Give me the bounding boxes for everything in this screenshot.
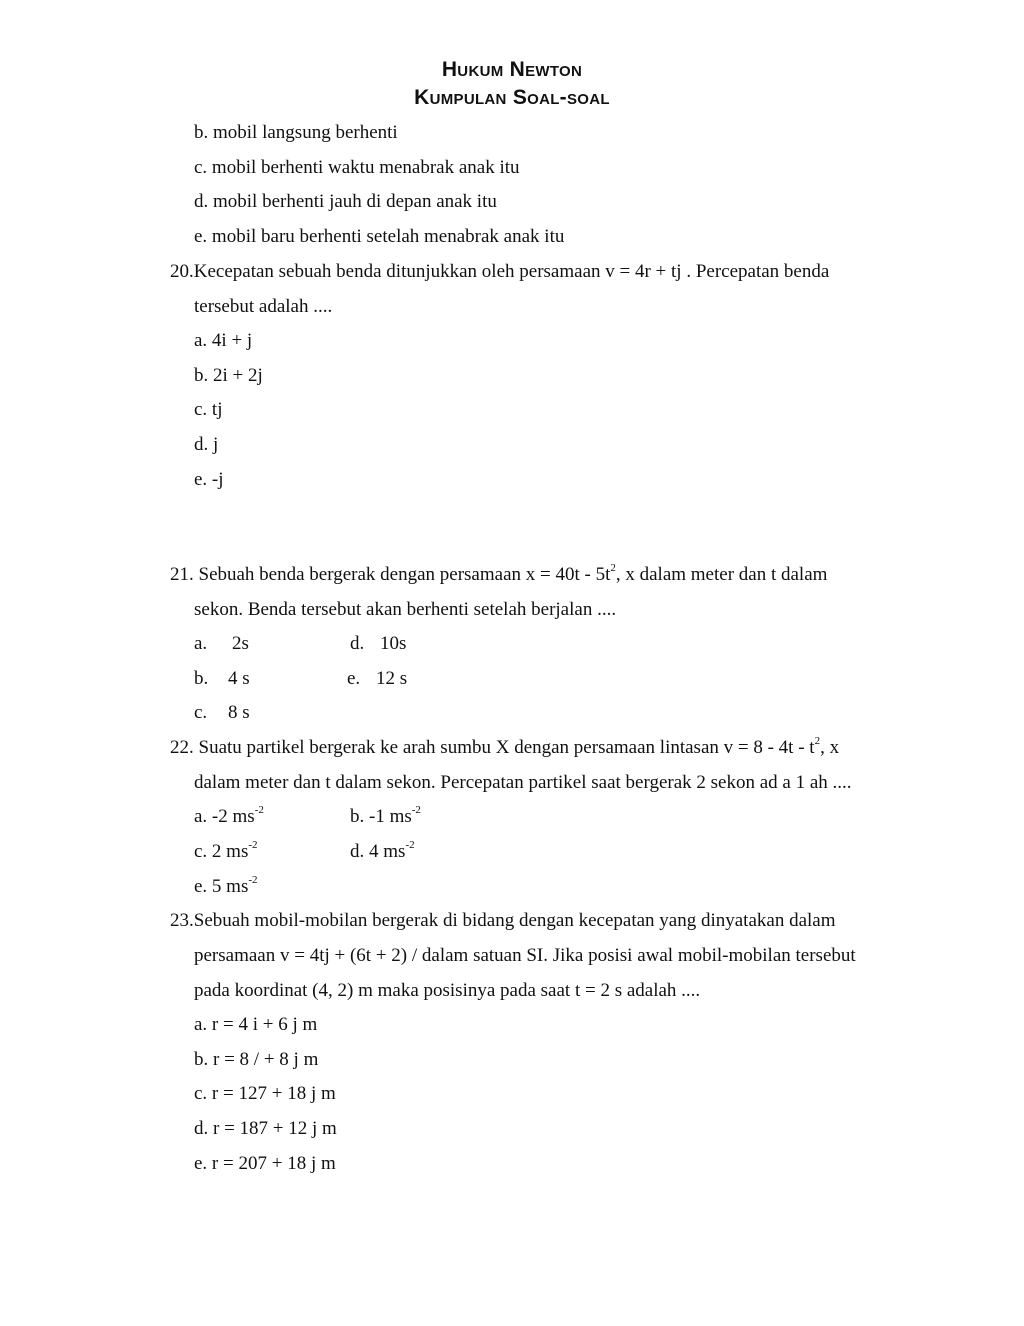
q20-option-b: b. 2i + 2j	[194, 365, 263, 386]
q22-option-a-exp: -2	[254, 803, 264, 816]
q19-option-e: e. mobil baru berhenti setelah menabrak anak itu	[194, 226, 565, 247]
q19-option-d: d. mobil berhenti jauh di depan anak itu	[194, 191, 497, 212]
q21-option-e-label: e.	[347, 668, 361, 689]
q21-option-d-value: 10s	[380, 633, 407, 654]
q21-exponent: 2	[610, 561, 616, 574]
q20-question-line1: 20.Kecepatan sebuah benda ditunjukkan oleh persamaan v = 4r + tj . Percepatan benda	[170, 261, 830, 282]
page-title: Hukum Newton	[441, 58, 583, 81]
q21-line1-text: 21. Sebuah benda bergerak dengan persamaan x = 40t - 5t	[170, 564, 611, 585]
q21-option-a-value: 2s	[232, 633, 249, 654]
q22-option-b-text: b. -1 ms	[350, 806, 412, 827]
q22-option-b-exp: -2	[411, 803, 421, 816]
q21-line1-tail: , x dalam meter dan t dalam	[615, 564, 828, 585]
q22-option-c	[194, 838, 258, 863]
page-subtitle: Kumpulan Soal-soal	[414, 86, 610, 109]
q23-option-d: d. r = 187 + 12 j m	[194, 1118, 337, 1139]
q22-option-d-text: d. 4 ms	[350, 841, 406, 862]
q23-question-line3: pada koordinat (4, 2) m maka posisinya pada saat t = 2 s adalah ....	[194, 980, 701, 1001]
q23-option-b: b. r = 8 / + 8 j m	[194, 1049, 319, 1070]
q23-option-e: e. r = 207 + 18 j m	[194, 1153, 336, 1174]
q22-question-line1	[170, 734, 840, 759]
q22-option-a	[194, 803, 264, 828]
q22-question-line2: dalam meter dan t dalam sekon. Percepatan partikel saat bergerak 2 sekon ad a 1 ah ....	[194, 772, 852, 793]
q23-option-a: a. r = 4 i + 6 j m	[194, 1014, 318, 1035]
q21-option-b-label: b.	[194, 668, 209, 689]
q21-option-c-value: 8 s	[228, 702, 250, 723]
q21-option-c-label: c.	[194, 702, 208, 723]
q23-option-c: c. r = 127 + 18 j m	[194, 1083, 336, 1104]
q23-question-line2: persamaan v = 4tj + (6t + 2) / dalam satuan SI. Jika posisi awal mobil-mobilan tersebut	[194, 945, 856, 966]
q21-question-line2: sekon. Benda tersebut akan berhenti setelah berjalan ....	[194, 599, 617, 620]
q22-option-c-text: c. 2 ms	[194, 841, 249, 862]
q22-option-b	[350, 803, 421, 828]
q22-option-e	[194, 873, 258, 898]
q22-exponent: 2	[814, 734, 821, 747]
q19-option-c: c. mobil berhenti waktu menabrak anak itu	[194, 157, 520, 178]
q22-option-c-exp: -2	[248, 838, 258, 851]
q20-question-line2: tersebut adalah ....	[194, 296, 333, 317]
q21-option-d-label: d.	[350, 633, 365, 654]
q21-question-line1	[170, 561, 828, 586]
q20-option-d: d. j	[194, 434, 219, 455]
q20-option-c: c. tj	[194, 399, 223, 420]
q22-option-e-exp: -2	[248, 873, 258, 886]
q22-option-a-text: a. -2 ms	[194, 806, 255, 827]
q23-question-line1: 23.Sebuah mobil-mobilan bergerak di bidang dengan kecepatan yang dinyatakan dalam	[170, 910, 836, 931]
q22-option-d	[350, 838, 415, 863]
q19-option-b: b. mobil langsung berhenti	[194, 122, 398, 143]
q20-option-a: a. 4i + j	[194, 330, 253, 351]
q21-option-a-label: a.	[194, 633, 208, 654]
q21-option-b-value: 4 s	[228, 668, 250, 689]
q22-line1-text: 22. Suatu partikel bergerak ke arah sumbu X dengan persamaan lintasan v = 8 - 4t - t	[170, 737, 815, 758]
q20-option-e: e. -j	[194, 469, 224, 490]
q21-option-e-value: 12 s	[376, 668, 408, 689]
q22-option-d-exp: -2	[405, 838, 415, 851]
q22-option-e-text: e. 5 ms	[194, 876, 249, 897]
q22-line1-tail: , x	[820, 737, 840, 758]
